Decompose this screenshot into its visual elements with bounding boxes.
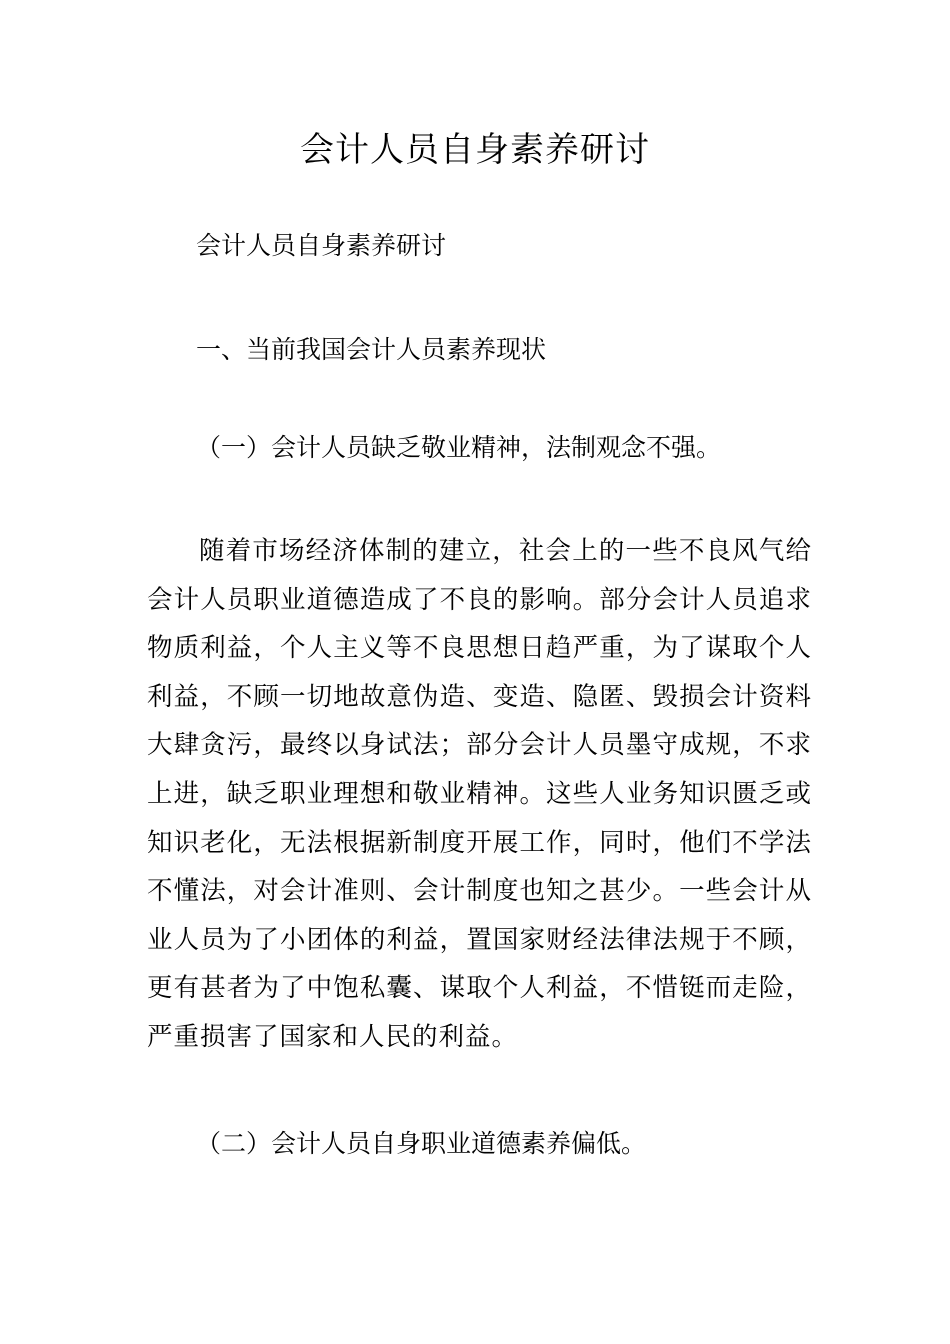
- document-title: 会计人员自身素养研讨: [300, 130, 650, 170]
- body-paragraph-1: 随着市场经济体制的建立，社会上的一些不良风气给会计人员职业道德造成了不良的影响。部分会计人员追求物质利益，个人主义等不良思想日趋严重，为了谋取个人利益，不顾一切地故意伪造、变造、隐匿、毁损会计资料大肆贪污，最终以身试法；部分会计人员墨守成规，不求上进，缺乏职业理想和敬业精神。这些人业务知识匮乏或知识老化，无法根据新制度开展工作，同时，他们不学法不懂法，对会计准则、会计制度也知之甚少。一些会计从业人员为了小团体的利益，置国家财经法律法规于不顾，更有甚者为了中饱私囊、谋取个人利益，不惜铤而走险，严重损害了国家和人民的利益。: [147, 536, 812, 1052]
- section-heading-1: 一、当前我国会计人员素养现状: [196, 335, 547, 364]
- subsection-heading-2: （二）会计人员自身职业道德素养偏低。: [196, 1129, 647, 1158]
- document-subtitle: 会计人员自身素养研讨: [196, 231, 447, 260]
- subsection-heading-1: （一）会计人员缺乏敬业精神，法制观念不强。: [196, 433, 722, 462]
